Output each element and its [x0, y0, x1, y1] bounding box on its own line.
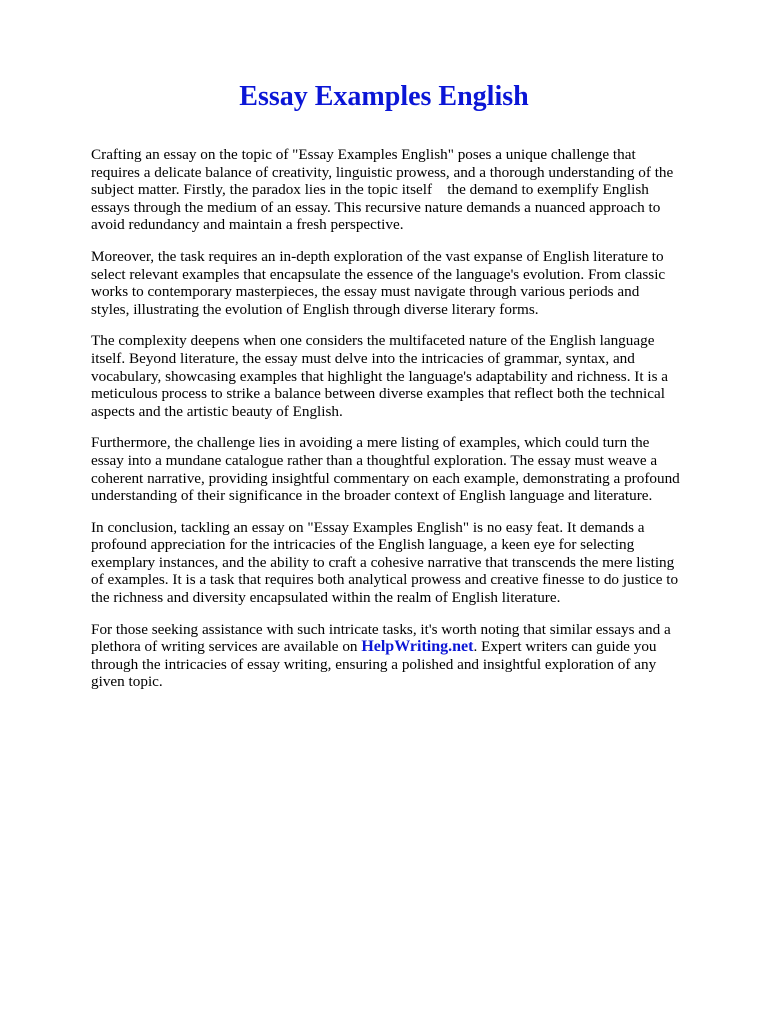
paragraph-3: The complexity deepens when one considers the multifaceted nature of the English language itself. Beyond literature, the essay must delve into the intricacies of grammar, syntax, and vocabulary, showcasing examples that highlight the language's adaptability and richness. It is a meticulous process to strike a balance between diverse examples that reflect both the technical aspects and the artistic beauty of English. [91, 332, 669, 420]
helpwriting-link[interactable]: HelpWriting.net [361, 638, 474, 656]
closing-text-before-link: For those seeking assistance with such intricate tasks, it's worth noting that similar essays and a plethora of writing services are available on [91, 620, 671, 656]
document-body [91, 146, 681, 705]
document-title: Essay Examples English [239, 81, 529, 112]
closing-text-after-link: . Expert writers can guide you through the intricacies of essay writing, ensuring a polished and insightful exploration of any given topic. [91, 638, 657, 691]
closing-paragraph [91, 621, 681, 691]
paragraph-5: In conclusion, tackling an essay on "Essay Examples English" is no easy feat. It demands a profound appreciation for the intricacies of the English language, a keen eye for selecting exemplary instances, and the ability to craft a cohesive narrative that transcends the mere listing of examples. It is a task that requires both analytical prowess and creative finesse to do justice to the richness and diversity encapsulated within the realm of English literature. [91, 518, 679, 607]
paragraph-4: Furthermore, the challenge lies in avoiding a mere listing of examples, which could turn the essay into a mundane catalogue rather than a thoughtful exploration. The essay must weave a coherent narrative, providing insightful commentary on each example, demonstrating a profound understanding of their significance in the broader context of English language and literature. [91, 434, 680, 505]
paragraph-2: Moreover, the task requires an in-depth exploration of the vast expanse of English literature to select relevant examples that encapsulate the essence of the language's evolution. From classic works to contemporary masterpieces, the essay must navigate through various periods and styles, illustrating the evolution of English through diverse literary forms. [91, 247, 666, 318]
paragraph-1: Crafting an essay on the topic of "Essay Examples English" poses a unique challenge that requires a delicate balance of creativity, linguistic prowess, and a thorough understanding of the subject matter. Firstly, the paradox lies in the topic itself the demand to exemplify English essays through the medium of an essay. This recursive nature demands a nuanced approach to avoid redundancy and maintain a fresh perspective. [91, 146, 674, 234]
